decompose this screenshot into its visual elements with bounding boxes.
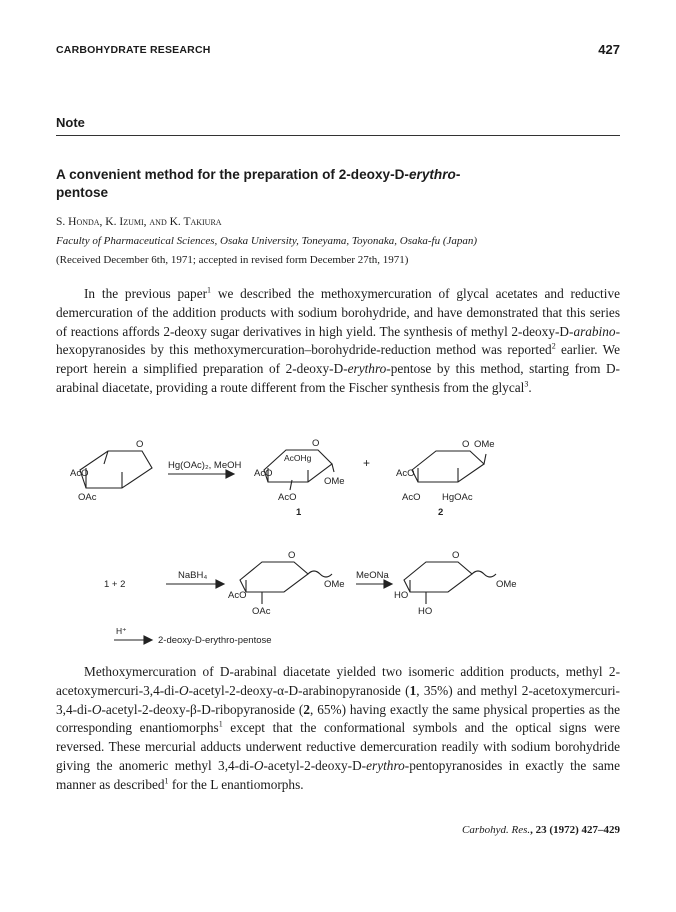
aco-label: AcO	[402, 492, 421, 503]
compound2-ring	[412, 451, 484, 482]
acohg-label: AcOHg	[284, 453, 312, 463]
article-title: A convenient method for the preparation of 2-deoxy-D-erythro- pentose	[56, 167, 461, 200]
glycal-ring	[80, 451, 152, 488]
oac-label: OAc	[252, 606, 271, 617]
ring-oxygen: O	[136, 439, 144, 450]
plus-sign: +	[363, 456, 371, 470]
compound-1-number: 1	[296, 507, 302, 518]
reagent-nabh4: NaBH₄	[178, 570, 208, 581]
compound-2-number: 2	[438, 507, 444, 518]
ring-oxygen: O	[288, 550, 296, 561]
running-head	[56, 44, 620, 60]
oac-label: OAc	[78, 492, 97, 503]
affiliation: Faculty of Pharmaceutical Sciences, Osaka University, Toneyama, Toyonaka, Osaka-fu (Japan)	[56, 235, 478, 247]
ome-label: OMe	[496, 579, 517, 590]
authors: S. Honda, K. Izumi, and K. Takiura	[56, 216, 222, 228]
ring-oxygen: O	[312, 438, 320, 449]
ome-label: OMe	[324, 579, 345, 590]
reduced-ring	[240, 562, 308, 592]
ome-label: OMe	[474, 439, 495, 450]
aco-label: AcO	[254, 468, 273, 479]
ome-label: OMe	[324, 476, 345, 487]
citation-footer: Carbohyd. Res., 23 (1972) 427–429	[462, 824, 620, 836]
section-label: Note	[56, 115, 85, 130]
reagent-hg: Hg(OAc)₂, MeOH	[168, 460, 242, 471]
hgoac-label: HgOAc	[442, 492, 473, 503]
reagent-meona: MeONa	[356, 570, 389, 581]
journal-name: CARBOHYDRATE RESEARCH	[56, 44, 211, 56]
aco-label: AcO	[396, 468, 415, 479]
paragraph-1: In the previous paper$^1$ we described the methoxymercuration of glycal acetates and reductive demercuration of the addition products with sodium borohydride, and have demonstrated that this series of reactions affords 2-deoxy sugar derivatives in high yield. The synthesis of methyl 2-deoxy-D-arabino-hexopyranosides by this methoxymercuration–borohydride-reduction method was reported$^2$ earlier. We report herein a simplified preparation of 2-deoxy-D-erythro-pentose by this method, starting from D-arabinal diacetate, providing a route different from the Fischer synthesis from the glycal$^3$.	[56, 285, 621, 395]
aco-label: AcO	[70, 468, 89, 479]
compounds-1-2: 1 + 2	[104, 579, 126, 590]
ring-oxygen: O	[462, 439, 470, 450]
final-product: 2-deoxy-D-erythro-pentose	[158, 635, 272, 646]
page-number: 427	[598, 42, 620, 57]
ho-label: HO	[418, 606, 433, 617]
section-rule	[56, 135, 620, 136]
aco-label: AcO	[278, 492, 297, 503]
paragraph-2: Methoxymercuration of D-arabinal diacetate yielded two isomeric addition products, methyl 2-acetoxymercuri-3,4-di-O-acetyl-2-deoxy-α-D-arabinopyranoside (1, 35%) and methyl 2-acetoxymercuri-3,4-di-O-acetyl-2-deoxy-β-D-ribopyranoside (2, 65%) having exactly the same physical properties as the corresponding enantiomorphs$^1$ except that the conformational symbols and the optical signs were reversed. These mercurial adducts underwent reductive demercuration readily with sodium borohydride giving the anomeric methyl 3,4-di-O-acetyl-2-deoxy-D-erythro-pentopyranosides in exactly the same manner as described$^1$ for the L enantiomorphs.	[56, 664, 620, 792]
ho-label: HO	[394, 590, 409, 601]
ring-oxygen: O	[452, 550, 460, 561]
received-dates: (Received December 6th, 1971; accepted in revised form December 27th, 1971)	[56, 254, 409, 266]
reaction-scheme	[56, 424, 620, 654]
reagent-acid: H⁺	[116, 626, 127, 636]
deacetylated-ring	[404, 562, 472, 592]
aco-label: AcO	[228, 590, 247, 601]
